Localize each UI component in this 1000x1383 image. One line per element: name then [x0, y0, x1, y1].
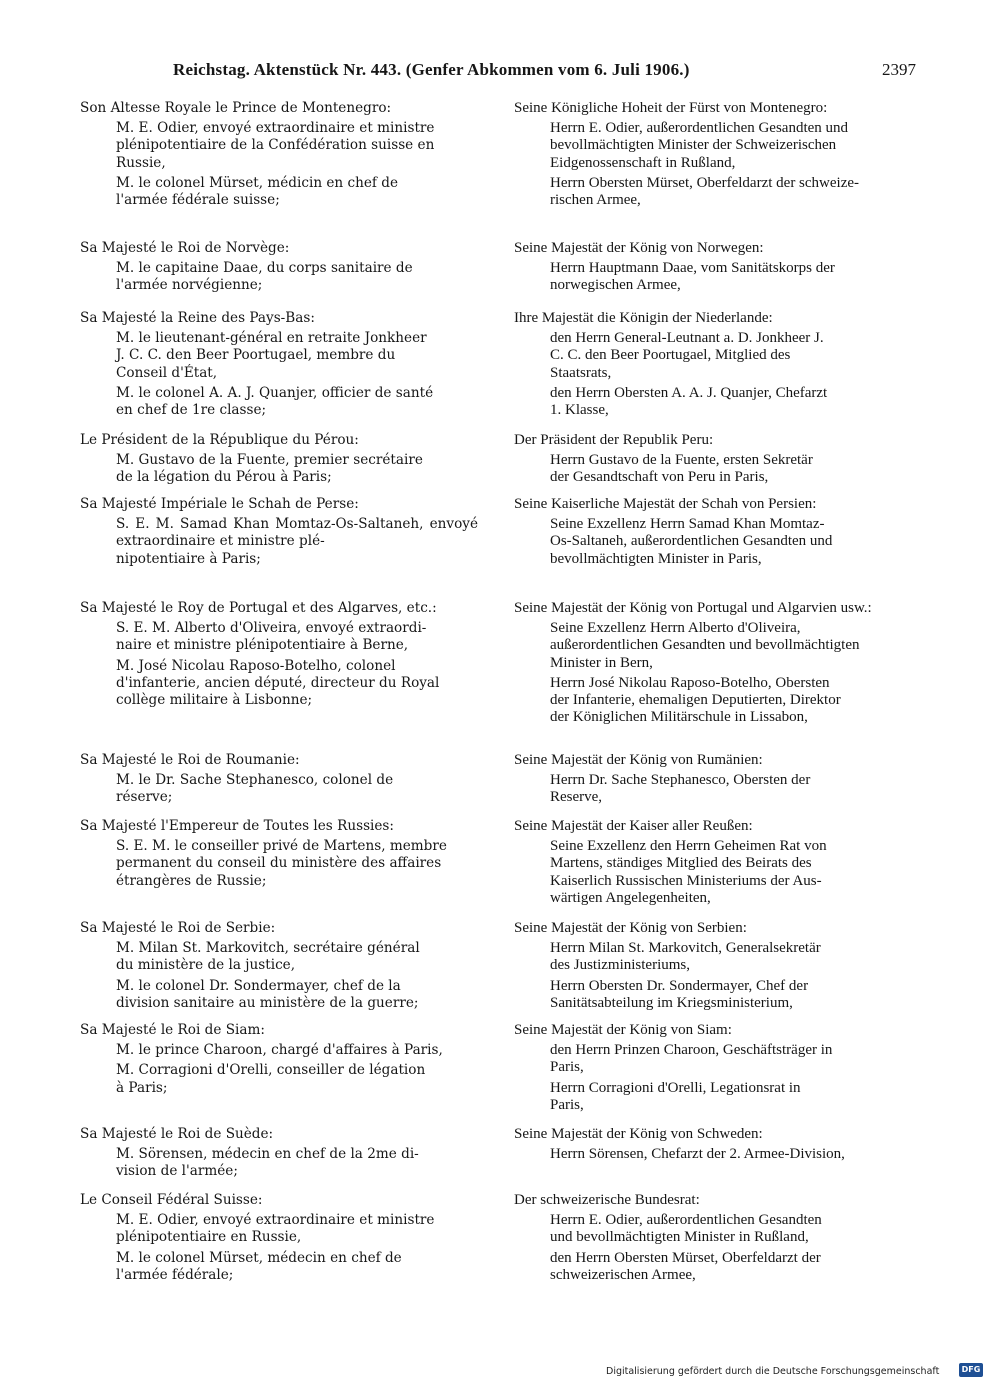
- french-delegate: [116, 1146, 478, 1180]
- delegate-line: Staatsrats,: [550, 364, 612, 381]
- delegate-line: M. le lieutenant-général en retraite Jonkheer: [116, 330, 427, 347]
- german-delegate: [550, 330, 912, 382]
- german-delegate: [550, 1146, 912, 1163]
- dfg-credit: Digitalisierung gefördert durch die Deutsche Forschungsgemeinschaft: [606, 1366, 940, 1377]
- delegate-line: der Gesandtschaft von Peru in Paris,: [550, 469, 769, 486]
- german-delegate: [550, 940, 912, 974]
- delegate-line: bevollmächtigten Minister in Paris,: [550, 550, 762, 567]
- delegate-line: M. E. Odier, envoyé extraordinaire et ministre: [116, 1212, 435, 1229]
- delegate-line: naire et ministre plénipotentiaire à Berne,: [116, 637, 409, 654]
- french-sovereign: Sa Majesté le Roi de Siam:: [80, 1022, 265, 1038]
- german-delegate: [550, 260, 912, 294]
- delegate-line: Reserve,: [550, 789, 603, 806]
- german-delegate: [550, 978, 912, 1012]
- german-sovereign: Seine Majestät der König von Portugal und Algarvien usw.:: [514, 600, 872, 616]
- german-sovereign: Der schweizerische Bundesrat:: [514, 1192, 700, 1208]
- delegate-line: du ministère de la justice,: [116, 957, 296, 974]
- delegate-line: der Königlichen Militärschule in Lissabon,: [550, 709, 808, 726]
- german-delegate: [550, 675, 912, 727]
- delegate-line: l'armée fédérale suisse;: [116, 192, 280, 209]
- german-entry: [514, 310, 912, 419]
- delegate-line: étrangères de Russie;: [116, 872, 267, 889]
- delegate-line: bevollmächtigten Minister der Schweizerischen: [550, 137, 837, 154]
- french-entry: [80, 432, 478, 487]
- french-sovereign: Le Conseil Fédéral Suisse:: [80, 1192, 263, 1208]
- french-entry: [80, 818, 478, 890]
- french-sovereign: Sa Majesté le Roi de Suède:: [80, 1126, 274, 1142]
- delegate-line: Os-Saltaneh, außerordentlichen Gesandten und: [550, 533, 833, 550]
- delegate-line: norwegischen Armee,: [550, 277, 681, 294]
- german-delegate: [550, 1080, 912, 1114]
- delegate-line: den Herrn Obersten Mürset, Oberfeldarzt der: [550, 1249, 821, 1266]
- delegate-line: M. Sörensen, médecin en chef de la 2me di-: [116, 1146, 419, 1163]
- german-delegate: [550, 120, 912, 172]
- german-delegate: [550, 772, 912, 806]
- delegate-line: M. le colonel Dr. Sondermayer, chef de la: [116, 977, 401, 994]
- delegate-line: rischen Armee,: [550, 192, 641, 209]
- delegate-line: d'infanterie, ancien député, directeur du Royal: [116, 674, 440, 691]
- delegate-line: division sanitaire au ministère de la guerre;: [116, 994, 419, 1011]
- german-entry: [514, 496, 912, 568]
- delegate-line: M. le colonel Mürset, médicin en chef de: [116, 174, 399, 191]
- french-delegate: [116, 1042, 478, 1059]
- german-entry: [514, 100, 912, 209]
- delegate-line: Herrn Obersten Dr. Sondermayer, Chef der: [550, 977, 809, 994]
- german-entry: [514, 920, 912, 1012]
- delegate-line: M. José Nicolau Raposo-Botelho, colonel: [116, 657, 396, 674]
- delegate-line: Herrn Hauptmann Daae, vom Sanitätskorps der: [550, 260, 835, 277]
- delegate-line: Herrn Milan St. Markovitch, Generalsekretär: [550, 940, 821, 957]
- french-delegate: [116, 620, 478, 654]
- german-sovereign: Seine Majestät der König von Serbien:: [514, 920, 747, 936]
- german-entry: [514, 1022, 912, 1114]
- delegate-line: M. le colonel Mürset, médecin en chef de: [116, 1249, 402, 1266]
- german-entry: [514, 752, 912, 807]
- french-delegate: [116, 1250, 478, 1284]
- german-entry: [514, 818, 912, 907]
- delegate-line: außerordentlichen Gesandten und bevollmächtigten: [550, 637, 860, 654]
- delegate-line: Eidgenossenschaft in Rußland,: [550, 154, 736, 171]
- french-delegate: [116, 978, 478, 1012]
- german-sovereign: Seine Kaiserliche Majestät der Schah von Persien:: [514, 496, 817, 512]
- german-sovereign: Seine Majestät der König von Siam:: [514, 1022, 732, 1038]
- delegate-line: Paris,: [550, 1096, 584, 1113]
- delegate-line: M. le colonel A. A. J. Quanjer, officier de santé: [116, 384, 434, 401]
- delegate-line: nipotentiaire à Paris;: [116, 550, 261, 567]
- german-delegate: [550, 1212, 912, 1246]
- french-delegate: [116, 330, 478, 382]
- german-delegate: [550, 1042, 912, 1076]
- delegate-line: M. le prince Charoon, chargé d'affaires à Paris,: [116, 1042, 443, 1059]
- french-sovereign: Sa Majesté Impériale le Schah de Perse:: [80, 496, 359, 512]
- german-delegate: [550, 838, 912, 907]
- german-delegate: [550, 452, 912, 486]
- french-delegate: [116, 175, 478, 209]
- french-delegate: [116, 516, 478, 568]
- delegate-line: Herrn E. Odier, außerordentlichen Gesandten und: [550, 120, 849, 137]
- french-delegate: [116, 120, 478, 172]
- delegate-line: des Justizministeriums,: [550, 957, 690, 974]
- french-delegate: [116, 772, 478, 806]
- delegate-line: Martens, ständiges Mitglied des Beirats des: [550, 855, 812, 872]
- french-sovereign: Sa Majesté le Roy de Portugal et des Algarves, etc.:: [80, 600, 437, 616]
- delegate-line: Sanitätsabteilung im Kriegsministerium,: [550, 994, 793, 1011]
- delegate-line: M. Milan St. Markovitch, secrétaire général: [116, 940, 420, 957]
- delegate-line: den Herrn Prinzen Charoon, Geschäftsträger in: [550, 1042, 833, 1059]
- french-delegate: [116, 1212, 478, 1246]
- german-delegate: [550, 175, 912, 209]
- delegate-line: der Infanterie, ehemaligen Deputierten, Direktor: [550, 692, 841, 709]
- delegate-line: S. E. M. Alberto d'Oliveira, envoyé extraordi-: [116, 620, 427, 637]
- german-delegate: [550, 1250, 912, 1284]
- french-delegate: [116, 385, 478, 419]
- french-entry: [80, 496, 478, 568]
- delegate-line: l'armée fédérale;: [116, 1266, 234, 1283]
- german-entry: [514, 1126, 912, 1163]
- german-sovereign: Seine Majestät der König von Norwegen:: [514, 240, 764, 256]
- delegate-line: M. Gustavo de la Fuente, premier secrétaire: [116, 452, 423, 469]
- page-header: [80, 60, 916, 84]
- delegate-line: M. le Dr. Sache Stephanesco, colonel de: [116, 772, 394, 789]
- delegate-line: C. C. den Beer Poortugael, Mitglied des: [550, 347, 791, 364]
- page-number: 2397: [882, 60, 916, 79]
- delegate-line: à Paris;: [116, 1079, 168, 1096]
- french-sovereign: Sa Majesté le Roi de Norvège:: [80, 240, 290, 256]
- german-delegate: [550, 385, 912, 419]
- german-entry: [514, 240, 912, 295]
- german-sovereign: Seine Majestät der König von Rumänien:: [514, 752, 763, 768]
- delegate-line: Russie,: [116, 154, 166, 171]
- french-entry: [80, 1192, 478, 1284]
- delegate-line: und bevollmächtigten Minister in Rußland,: [550, 1229, 809, 1246]
- delegate-line: Herrn Dr. Sache Stephanesco, Obersten der: [550, 772, 811, 789]
- delegate-line: collège militaire à Lisbonne;: [116, 692, 313, 709]
- german-entry: [514, 1192, 912, 1284]
- delegate-line: Kaiserlich Russischen Ministeriums der Aus-: [550, 872, 822, 889]
- delegate-line: l'armée norvégienne;: [116, 277, 263, 294]
- dfg-logo: DFG: [959, 1363, 983, 1377]
- delegate-line: plénipotentiaire de la Confédération suisse en: [116, 137, 435, 154]
- delegate-line: réserve;: [116, 789, 173, 806]
- french-delegate: [116, 260, 478, 294]
- french-delegate: [116, 658, 478, 710]
- delegate-line: Minister in Bern,: [550, 654, 653, 671]
- delegate-line: M. le capitaine Daae, du corps sanitaire de: [116, 260, 413, 277]
- german-entry: [514, 600, 912, 726]
- delegate-line: plénipotentiaire en Russie,: [116, 1229, 302, 1246]
- delegate-line: Paris,: [550, 1059, 584, 1076]
- french-delegate: [116, 452, 478, 486]
- german-delegate: [550, 620, 912, 672]
- french-delegate: [116, 1062, 478, 1096]
- french-entry: [80, 600, 478, 709]
- german-sovereign: Seine Majestät der Kaiser aller Reußen:: [514, 818, 753, 834]
- delegate-line: Herrn José Nikolau Raposo-Botelho, Obersten: [550, 674, 830, 691]
- delegate-line: vision de l'armée;: [116, 1163, 238, 1180]
- french-delegate: [116, 838, 478, 890]
- delegate-line: Herrn E. Odier, außerordentlichen Gesandten: [550, 1212, 822, 1229]
- delegate-line: schweizerischen Armee,: [550, 1266, 696, 1283]
- french-entry: [80, 310, 478, 419]
- delegate-line: Seine Exzellenz den Herrn Geheimen Rat von: [550, 838, 827, 855]
- german-entry: [514, 432, 912, 487]
- french-sovereign: Son Altesse Royale le Prince de Montenegro:: [80, 100, 392, 116]
- delegate-line: S. E. M. le conseiller privé de Martens, membre: [116, 838, 447, 855]
- delegate-line: permanent du conseil du ministère des affaires: [116, 855, 442, 872]
- delegate-line: Conseil d'État,: [116, 364, 218, 381]
- delegate-line: Seine Exzellenz Herrn Alberto d'Oliveira,: [550, 620, 801, 637]
- german-sovereign: Seine Majestät der König von Schweden:: [514, 1126, 763, 1142]
- german-sovereign: Ihre Majestät die Königin der Niederlande:: [514, 310, 773, 326]
- german-sovereign: Der Präsident der Republik Peru:: [514, 432, 714, 448]
- delegate-line: en chef de 1re classe;: [116, 402, 267, 419]
- german-delegate: [550, 516, 912, 568]
- delegate-line: wärtigen Angelegenheiten,: [550, 889, 711, 906]
- french-sovereign: Sa Majesté la Reine des Pays-Bas:: [80, 310, 315, 326]
- french-sovereign: Sa Majesté l'Empereur de Toutes les Russies:: [80, 818, 394, 834]
- french-entry: [80, 920, 478, 1012]
- french-entry: [80, 1022, 478, 1097]
- delegate-line: den Herrn General-Leutnant a. D. Jonkheer J.: [550, 330, 824, 347]
- delegate-line: 1. Klasse,: [550, 402, 609, 419]
- delegate-line: M. E. Odier, envoyé extraordinaire et ministre: [116, 120, 435, 137]
- french-delegate: [116, 940, 478, 974]
- delegate-line: S. E. M. Samad Khan Momtaz-Os-Saltaneh, envoyé extraordinaire et ministre plé-: [116, 516, 478, 550]
- delegate-line: Herrn Sörensen, Chefarzt der 2. Armee-Division,: [550, 1146, 845, 1163]
- delegate-line: de la légation du Pérou à Paris;: [116, 469, 332, 486]
- french-entry: [80, 752, 478, 807]
- running-title: Reichstag. Aktenstück Nr. 443. (Genfer Abkommen vom 6. Juli 1906.): [173, 60, 690, 79]
- delegate-line: Herrn Obersten Mürset, Oberfeldarzt der schweize-: [550, 174, 860, 191]
- delegate-line: Herrn Corragioni d'Orelli, Legationsrat in: [550, 1079, 801, 1096]
- french-entry: [80, 240, 478, 295]
- german-sovereign: Seine Königliche Hoheit der Fürst von Montenegro:: [514, 100, 828, 116]
- french-sovereign: Sa Majesté le Roi de Roumanie:: [80, 752, 300, 768]
- french-sovereign: Le Président de la République du Pérou:: [80, 432, 359, 448]
- french-entry: [80, 1126, 478, 1181]
- delegate-line: Herrn Gustavo de la Fuente, ersten Sekretär: [550, 452, 813, 469]
- delegate-line: M. Corragioni d'Orelli, conseiller de légation: [116, 1062, 426, 1079]
- french-entry: [80, 100, 478, 209]
- delegate-line: J. C. C. den Beer Poortugael, membre du: [116, 347, 396, 364]
- delegate-line: Seine Exzellenz Herrn Samad Khan Momtaz-: [550, 516, 825, 533]
- delegate-line: den Herrn Obersten A. A. J. Quanjer, Chefarzt: [550, 384, 828, 401]
- french-sovereign: Sa Majesté le Roi de Serbie:: [80, 920, 276, 936]
